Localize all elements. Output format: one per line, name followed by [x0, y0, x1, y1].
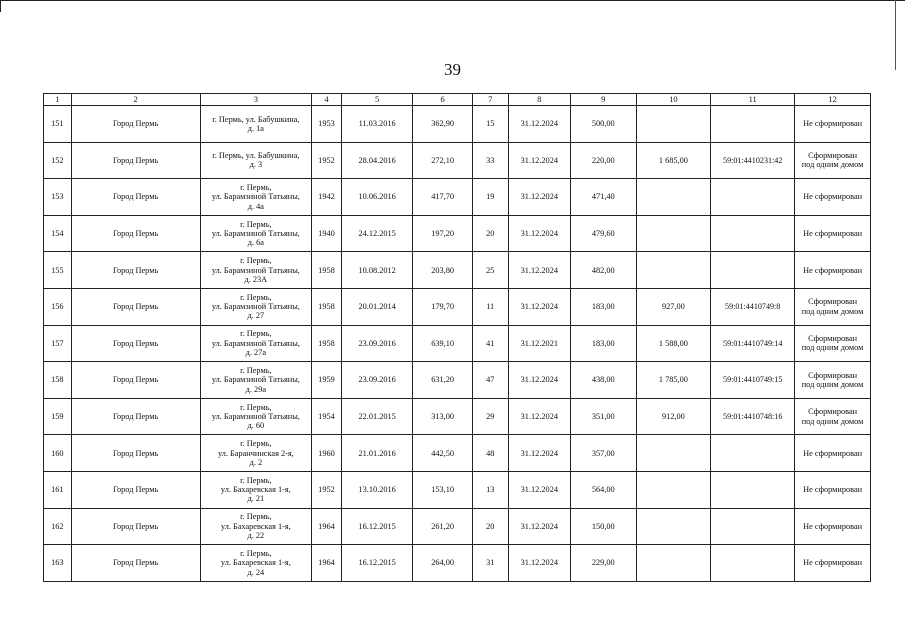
address-line: ул. Барамзиной Татьяны, — [211, 338, 300, 348]
address-cell — [200, 179, 312, 216]
area-cell: 442,50 — [413, 435, 472, 472]
land-status-cell — [795, 215, 871, 252]
area-cell: 362,90 — [413, 106, 472, 143]
build-year-cell: 1958 — [312, 288, 342, 325]
address-line: д. 22 — [247, 530, 265, 540]
date-cell: 21.01.2016 — [341, 435, 413, 472]
table-body — [44, 106, 871, 582]
value-col9-cell: 357,00 — [571, 435, 637, 472]
column-header-7: 7 — [472, 94, 508, 106]
value-col10-cell: 927,00 — [636, 288, 711, 325]
address-line: д. 27а — [245, 348, 267, 357]
build-year-cell: 1953 — [312, 106, 342, 143]
value-col9-cell: 220,00 — [571, 142, 637, 179]
build-year-cell: 1964 — [312, 508, 342, 545]
address-line: ул. Барамзиной Татьяны, — [211, 192, 300, 202]
column-header-1: 1 — [44, 94, 72, 106]
table-header-row — [44, 94, 871, 106]
area-cell: 261,20 — [413, 508, 472, 545]
land-status-line: Сформирован — [808, 407, 858, 417]
land-status-line: Не сформирован — [803, 448, 863, 458]
address-cell — [200, 545, 312, 582]
land-status-line: Не сформирован — [803, 558, 863, 568]
address-line: ул. Барамзиной Татьяны, — [211, 228, 300, 238]
value-col10-cell — [636, 106, 711, 143]
address-line: ул. Бахаревская 1-я, — [220, 521, 291, 531]
land-status-line: под одним домом — [801, 160, 864, 170]
cadastral-number-cell: 59:01:4410231:42 — [711, 142, 795, 179]
land-status-line: Не сформирован — [803, 228, 863, 238]
municipality-cell: Город Пермь — [71, 435, 200, 472]
address-cell — [200, 508, 312, 545]
residents-cell: 11 — [472, 288, 508, 325]
residents-cell: 41 — [472, 325, 508, 362]
address-line: г. Пермь, — [240, 402, 272, 412]
value-col10-cell: 1 785,00 — [636, 362, 711, 399]
address-cell — [200, 215, 312, 252]
value-col9-cell: 150,00 — [571, 508, 637, 545]
land-status-line: Не сформирован — [803, 192, 863, 202]
row-number-cell: 154 — [44, 215, 72, 252]
build-year-cell: 1958 — [312, 252, 342, 289]
row-number-cell: 163 — [44, 545, 72, 582]
page-number: 39 — [444, 60, 461, 79]
residents-cell: 19 — [472, 179, 508, 216]
column-header-2: 2 — [71, 94, 200, 106]
land-status-cell — [795, 252, 871, 289]
municipality-cell: Город Пермь — [71, 252, 200, 289]
area-cell: 153,10 — [413, 471, 472, 508]
area-cell: 264,00 — [413, 545, 472, 582]
address-line: д. 4а — [247, 201, 264, 211]
residents-cell: 20 — [472, 215, 508, 252]
address-line: г. Пермь, — [240, 366, 272, 376]
municipality-cell: Город Пермь — [71, 106, 200, 143]
cadastral-number-cell — [711, 252, 795, 289]
date-cell: 11.03.2016 — [341, 106, 413, 143]
address-line: д. 27 — [247, 311, 265, 321]
address-line: ул. Барамзиной Татьяны, — [211, 411, 300, 421]
address-line: г. Пермь, — [240, 183, 272, 193]
column-header-11: 11 — [711, 94, 795, 106]
cadastral-number-cell — [711, 106, 795, 143]
value-col10-cell — [636, 545, 711, 582]
land-status-line: под одним домом — [801, 416, 864, 426]
municipality-cell: Город Пермь — [71, 398, 200, 435]
value-col9-cell: 500,00 — [571, 106, 637, 143]
date-cell: 10.06.2016 — [341, 179, 413, 216]
value-col9-cell: 351,00 — [571, 398, 637, 435]
land-status-line: под одним домом — [801, 379, 864, 389]
land-status-cell — [795, 545, 871, 582]
land-status-cell — [795, 142, 871, 179]
area-cell: 272,10 — [413, 142, 472, 179]
land-status-line: Не сформирован — [803, 265, 863, 275]
cadastral-number-cell — [711, 435, 795, 472]
date-cell: 16.12.2015 — [341, 508, 413, 545]
deadline-cell: 31.12.2024 — [508, 471, 570, 508]
table-row — [44, 435, 871, 472]
land-status-line: под одним домом — [801, 306, 864, 316]
table-row — [44, 398, 871, 435]
date-cell: 22.01.2015 — [341, 398, 413, 435]
table-row — [44, 508, 871, 545]
land-status-line: Не сформирован — [803, 485, 863, 495]
housing-registry-table — [43, 93, 871, 582]
deadline-cell: 31.12.2024 — [508, 545, 570, 582]
municipality-cell: Город Пермь — [71, 325, 200, 362]
area-cell: 631,20 — [413, 362, 472, 399]
address-line: г. Пермь, — [240, 512, 272, 522]
residents-cell: 13 — [472, 471, 508, 508]
build-year-cell: 1954 — [312, 398, 342, 435]
residents-cell: 33 — [472, 142, 508, 179]
residents-cell: 29 — [472, 398, 508, 435]
column-header-8: 8 — [508, 94, 570, 106]
row-number-cell: 157 — [44, 325, 72, 362]
value-col9-cell: 471,40 — [571, 179, 637, 216]
column-header-4: 4 — [312, 94, 342, 106]
date-cell: 16.12.2015 — [341, 545, 413, 582]
address-line: ул. Бахаревская 1-я, — [220, 558, 291, 568]
area-cell: 639,10 — [413, 325, 472, 362]
row-number-cell: 152 — [44, 142, 72, 179]
date-cell: 20.01.2014 — [341, 288, 413, 325]
address-line: д. 23А — [244, 274, 268, 284]
municipality-cell: Город Пермь — [71, 362, 200, 399]
build-year-cell: 1940 — [312, 215, 342, 252]
municipality-cell: Город Пермь — [71, 545, 200, 582]
cadastral-number-cell — [711, 471, 795, 508]
address-line: д. 2 — [249, 457, 263, 467]
build-year-cell: 1960 — [312, 435, 342, 472]
build-year-cell: 1952 — [312, 471, 342, 508]
address-line: г. Пермь, — [240, 439, 272, 449]
address-line: ул. Баранчинская 2-я, — [217, 448, 294, 458]
land-status-cell — [795, 179, 871, 216]
address-line: д. 3 — [249, 160, 263, 170]
date-cell: 10.08.2012 — [341, 252, 413, 289]
address-cell — [200, 106, 312, 143]
deadline-cell: 31.12.2024 — [508, 142, 570, 179]
address-cell — [200, 288, 312, 325]
land-status-cell — [795, 288, 871, 325]
land-status-line: Не сформирован — [803, 119, 863, 129]
residents-cell: 47 — [472, 362, 508, 399]
cadastral-number-cell: 59:01:4410749:15 — [711, 362, 795, 399]
land-status-cell — [795, 325, 871, 362]
address-cell — [200, 398, 312, 435]
deadline-cell: 31.12.2021 — [508, 325, 570, 362]
value-col10-cell — [636, 179, 711, 216]
cadastral-number-cell: 59:01:4410749:8 — [711, 288, 795, 325]
row-number-cell: 151 — [44, 106, 72, 143]
address-cell — [200, 252, 312, 289]
area-cell: 313,00 — [413, 398, 472, 435]
value-col10-cell — [636, 471, 711, 508]
municipality-cell: Город Пермь — [71, 471, 200, 508]
value-col9-cell: 564,00 — [571, 471, 637, 508]
address-line: г. Пермь, — [240, 219, 272, 229]
row-number-cell: 155 — [44, 252, 72, 289]
residents-cell: 20 — [472, 508, 508, 545]
cadastral-number-cell — [711, 508, 795, 545]
table-row — [44, 215, 871, 252]
column-header-6: 6 — [413, 94, 472, 106]
table-row — [44, 325, 871, 362]
value-col10-cell: 1 685,00 — [636, 142, 711, 179]
page-top-edge — [0, 0, 905, 1]
address-line: ул. Барамзиной Татьяны, — [211, 302, 300, 312]
area-cell: 203,80 — [413, 252, 472, 289]
row-number-cell: 158 — [44, 362, 72, 399]
build-year-cell: 1964 — [312, 545, 342, 582]
municipality-cell: Город Пермь — [71, 508, 200, 545]
address-line: г. Пермь, — [240, 475, 272, 485]
value-col9-cell: 479,60 — [571, 215, 637, 252]
area-cell: 197,20 — [413, 215, 472, 252]
address-line: д. 29а — [245, 384, 267, 394]
land-status-cell — [795, 471, 871, 508]
row-number-cell: 159 — [44, 398, 72, 435]
residents-cell: 25 — [472, 252, 508, 289]
row-number-cell: 160 — [44, 435, 72, 472]
address-line: г. Пермь, ул. Бабушкина, — [212, 114, 300, 124]
area-cell: 179,70 — [413, 288, 472, 325]
land-status-cell — [795, 435, 871, 472]
address-line: ул. Барамзиной Татьяны, — [211, 375, 300, 385]
address-line: д. 1а — [247, 123, 264, 133]
land-status-line: под одним домом — [801, 343, 864, 353]
value-col10-cell — [636, 215, 711, 252]
land-status-cell — [795, 508, 871, 545]
value-col9-cell: 183,00 — [571, 325, 637, 362]
deadline-cell: 31.12.2024 — [508, 362, 570, 399]
cadastral-number-cell: 59:01:4410749:14 — [711, 325, 795, 362]
address-line: г. Пермь, — [240, 329, 272, 339]
table-row — [44, 362, 871, 399]
address-line: г. Пермь, — [240, 549, 272, 558]
column-header-12: 12 — [795, 94, 871, 106]
address-cell — [200, 142, 312, 179]
cadastral-number-cell — [711, 215, 795, 252]
address-line: ул. Барамзиной Татьяны, — [211, 265, 300, 275]
value-col10-cell — [636, 435, 711, 472]
build-year-cell: 1952 — [312, 142, 342, 179]
land-status-line: Сформирован — [808, 297, 858, 307]
address-line: г. Пермь, ул. Бабушкина, — [212, 151, 300, 161]
address-cell — [200, 362, 312, 399]
land-status-cell — [795, 398, 871, 435]
address-line: ул. Бахаревская 1-я, — [220, 485, 291, 495]
municipality-cell: Город Пермь — [71, 215, 200, 252]
build-year-cell: 1942 — [312, 179, 342, 216]
address-line: д. 24 — [247, 567, 265, 577]
land-status-cell — [795, 106, 871, 143]
row-number-cell: 153 — [44, 179, 72, 216]
land-status-line: Сформирован — [808, 370, 858, 380]
deadline-cell: 31.12.2024 — [508, 252, 570, 289]
value-col10-cell — [636, 508, 711, 545]
table-row — [44, 471, 871, 508]
column-header-5: 5 — [341, 94, 413, 106]
area-cell: 417,70 — [413, 179, 472, 216]
deadline-cell: 31.12.2024 — [508, 398, 570, 435]
column-header-10: 10 — [636, 94, 711, 106]
value-col10-cell — [636, 252, 711, 289]
value-col9-cell: 183,00 — [571, 288, 637, 325]
land-status-line: Сформирован — [808, 334, 858, 344]
date-cell: 28.04.2016 — [341, 142, 413, 179]
deadline-cell: 31.12.2024 — [508, 179, 570, 216]
build-year-cell: 1959 — [312, 362, 342, 399]
row-number-cell: 161 — [44, 471, 72, 508]
cadastral-number-cell: 59:01:4410748:16 — [711, 398, 795, 435]
municipality-cell: Город Пермь — [71, 142, 200, 179]
table-row — [44, 106, 871, 143]
value-col9-cell: 482,00 — [571, 252, 637, 289]
value-col9-cell: 229,00 — [571, 545, 637, 582]
address-line: г. Пермь, — [240, 292, 272, 302]
deadline-cell: 31.12.2024 — [508, 508, 570, 545]
value-col10-cell: 1 588,00 — [636, 325, 711, 362]
address-line: г. Пермь, — [240, 256, 272, 266]
page-left-edge — [0, 0, 1, 12]
table-row — [44, 545, 871, 582]
row-number-cell: 156 — [44, 288, 72, 325]
row-number-cell: 162 — [44, 508, 72, 545]
deadline-cell: 31.12.2024 — [508, 435, 570, 472]
residents-cell: 48 — [472, 435, 508, 472]
table-row — [44, 142, 871, 179]
table-row — [44, 252, 871, 289]
cadastral-number-cell — [711, 545, 795, 582]
land-status-cell — [795, 362, 871, 399]
address-cell — [200, 325, 312, 362]
land-status-line: Сформирован — [808, 151, 858, 161]
address-line: д. 60 — [247, 421, 265, 431]
date-cell: 23.09.2016 — [341, 325, 413, 362]
deadline-cell: 31.12.2024 — [508, 106, 570, 143]
land-status-line: Не сформирован — [803, 521, 863, 531]
build-year-cell: 1958 — [312, 325, 342, 362]
value-col9-cell: 438,00 — [571, 362, 637, 399]
date-cell: 13.10.2016 — [341, 471, 413, 508]
table-row — [44, 288, 871, 325]
column-header-3: 3 — [200, 94, 312, 106]
date-cell: 24.12.2015 — [341, 215, 413, 252]
deadline-cell: 31.12.2024 — [508, 288, 570, 325]
residents-cell: 15 — [472, 106, 508, 143]
column-header-9: 9 — [571, 94, 637, 106]
deadline-cell: 31.12.2024 — [508, 215, 570, 252]
residents-cell: 31 — [472, 545, 508, 582]
address-cell — [200, 435, 312, 472]
date-cell: 23.09.2016 — [341, 362, 413, 399]
municipality-cell: Город Пермь — [71, 288, 200, 325]
cadastral-number-cell — [711, 179, 795, 216]
address-cell — [200, 471, 312, 508]
municipality-cell: Город Пермь — [71, 179, 200, 216]
table-row — [44, 179, 871, 216]
address-line: д. 6а — [247, 238, 264, 248]
address-line: д. 21 — [247, 494, 265, 504]
value-col10-cell: 912,00 — [636, 398, 711, 435]
